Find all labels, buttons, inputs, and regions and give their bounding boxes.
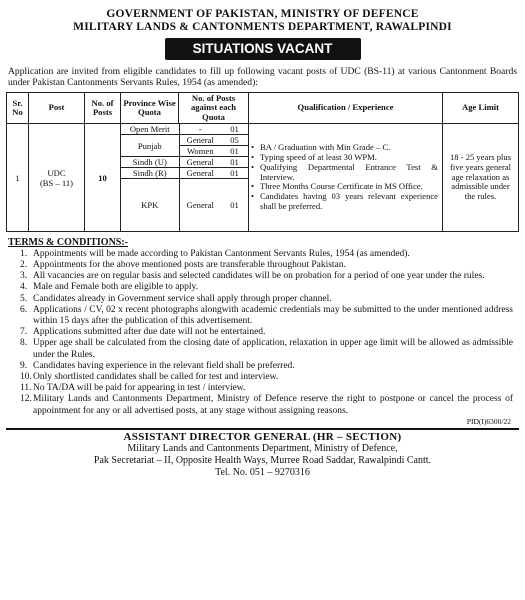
quota-province: Sindh (R) <box>121 168 179 179</box>
terms-text: Military Lands and Cantonments Department, Ministry of Defence reserve the right to postpone or cancel the process of appointment for any or all advertised posts, at any stage without assigning reasons. <box>33 394 513 416</box>
terms-item <box>20 372 513 383</box>
quota-category: Women <box>179 146 221 157</box>
terms-text: Applications submitted after due date will not be entertained. <box>33 327 266 338</box>
terms-text: Candidates having experience in the relevant field shall be preferred. <box>33 360 295 371</box>
footer-address-block <box>6 428 519 479</box>
terms-text: All vacancies are on regular basis and selected candidates will be on probation for a period of one year under the rules. <box>33 271 485 282</box>
terms-num: 1. <box>20 248 28 259</box>
footer-title: ASSISTANT DIRECTOR GENERAL (HR – SECTION) <box>123 430 402 443</box>
terms-num: 11. <box>20 383 32 394</box>
row-post <box>29 124 85 232</box>
quota-category: General <box>179 168 221 179</box>
intro-paragraph: Application are invited from eligible candidates to fill up following vacant posts of UDC (BS-11) at various Cantonment Boards under Pakistan Cantonments Servants Rules, 1954 (as amended): <box>8 66 517 89</box>
quota-count: 01 <box>221 168 248 179</box>
quota-count: 01 <box>221 146 248 157</box>
row-posts: 10 <box>85 124 121 232</box>
terms-item <box>20 305 513 327</box>
terms-item <box>20 249 513 260</box>
qualification-list <box>251 143 438 212</box>
header-department: MILITARY LANDS & CANTONMENTS DEPARTMENT, RAWALPINDI <box>73 21 452 33</box>
col-post: Post <box>29 92 85 124</box>
quota-category: General <box>186 200 214 211</box>
qualification-cell <box>249 124 443 232</box>
terms-num: 6. <box>20 304 28 315</box>
header-ministry: GOVERNMENT OF PAKISTAN, MINISTRY OF DEFENCE <box>106 8 419 20</box>
terms-num: 12. <box>20 394 32 405</box>
quota-category: General <box>179 157 221 168</box>
quota-row <box>121 124 248 135</box>
terms-text: Only shortlisted candidates shall be called for test and interview. <box>33 372 279 383</box>
terms-text: No TA/DA will be paid for appearing in test / interview. <box>33 383 246 394</box>
terms-num: 8. <box>20 338 28 349</box>
terms-list <box>6 249 519 417</box>
col-against: No. of Posts against each Quota <box>179 92 249 124</box>
quota-province: Sindh (U) <box>121 157 179 168</box>
quota-row <box>121 179 248 231</box>
qualification-item: • BA / Graduation with Min Grade – C. <box>251 143 438 153</box>
quota-table <box>121 124 248 231</box>
terms-item <box>20 271 513 282</box>
quota-province: Open Merit <box>121 124 179 135</box>
quota-province: Punjab <box>121 135 179 157</box>
terms-item <box>20 394 513 416</box>
terms-text: Male and Female both are eligible to apply. <box>33 282 199 293</box>
post-title: UDC <box>47 167 66 178</box>
col-qualification: Qualification / Experience <box>249 92 443 124</box>
quota-category: - <box>179 124 221 135</box>
terms-item <box>20 338 513 360</box>
vacancy-table <box>6 92 519 232</box>
terms-num: 2. <box>20 260 28 271</box>
terms-item <box>20 361 513 372</box>
quota-count: 05 <box>221 135 248 146</box>
terms-item <box>20 282 513 293</box>
qualification-item: • Candidates having 03 years relevant experience shall be preferred. <box>251 192 438 212</box>
footer-line-2: Pak Secretariat – II, Opposite Health Ways, Murree Road Saddar, Rawalpindi Cantt. <box>93 454 432 466</box>
situations-vacant-banner: SITUATIONS VACANT <box>165 38 361 60</box>
footer-line-1: Military Lands and Cantonments Department, Ministry of Defence, <box>127 442 398 454</box>
quota-row <box>121 157 248 168</box>
quota-province: KPK <box>121 179 179 231</box>
terms-text: Candidates already in Government service shall apply through proper channel. <box>33 293 332 304</box>
col-age: Age Limit <box>443 92 519 124</box>
terms-text: Applications / CV, 02 x recent photographs alongwith academic credentials may be submitted to the under mentioned address within 15 days after the publication of this advertisement. <box>33 304 513 327</box>
terms-title: TERMS & CONDITIONS:- <box>8 236 129 248</box>
table-header-row <box>7 92 519 124</box>
post-scale: (BS – 11) <box>39 177 74 188</box>
terms-num: 3. <box>20 271 28 282</box>
quota-row <box>121 168 248 179</box>
age-limit-cell: 18 - 25 years plus five years general age relaxation as admissible under the rules. <box>443 124 519 232</box>
quota-count: 01 <box>221 124 248 135</box>
terms-item <box>20 327 513 338</box>
terms-num: 9. <box>20 360 28 371</box>
quota-cell <box>121 124 249 232</box>
quota-count: 01 <box>221 157 248 168</box>
terms-text: Appointments will be made according to Pakistan Cantonment Servants Rules, 1954 (as amended). <box>33 248 410 259</box>
terms-num: 4. <box>20 282 28 293</box>
terms-num: 10. <box>20 372 32 383</box>
table-row <box>7 124 519 232</box>
terms-item <box>20 383 513 394</box>
terms-item <box>20 260 513 271</box>
terms-num: 7. <box>20 327 28 338</box>
quota-count: 01 <box>230 200 239 211</box>
footer-phone: Tel. No. 051 – 9270316 <box>215 466 310 478</box>
col-posts: No. of Posts <box>85 92 121 124</box>
terms-text: Upper age shall be calculated from the closing date of application, relaxation in upper age limit will be allowed as admissible under the Rules. <box>33 338 513 360</box>
terms-item <box>20 294 513 305</box>
qualification-item: • Qualifying Departmental Entrance Test & Interview. <box>251 163 438 183</box>
quota-row <box>121 135 248 146</box>
qualification-item: • Three Months Course Certificate in MS Office. <box>251 182 438 192</box>
qualification-item: • Typing speed of at least 30 WPM. <box>251 153 438 163</box>
pid-code: PID(I)6300/22 <box>466 416 511 426</box>
terms-text: Appointments for the above mentioned posts are transferable throughout Pakistan. <box>33 260 346 271</box>
quota-category: General <box>179 135 221 146</box>
terms-num: 5. <box>20 293 28 304</box>
row-sr: 1 <box>7 124 29 232</box>
col-province: Province Wise Quota <box>121 92 179 124</box>
col-sr: Sr. No <box>7 92 29 124</box>
